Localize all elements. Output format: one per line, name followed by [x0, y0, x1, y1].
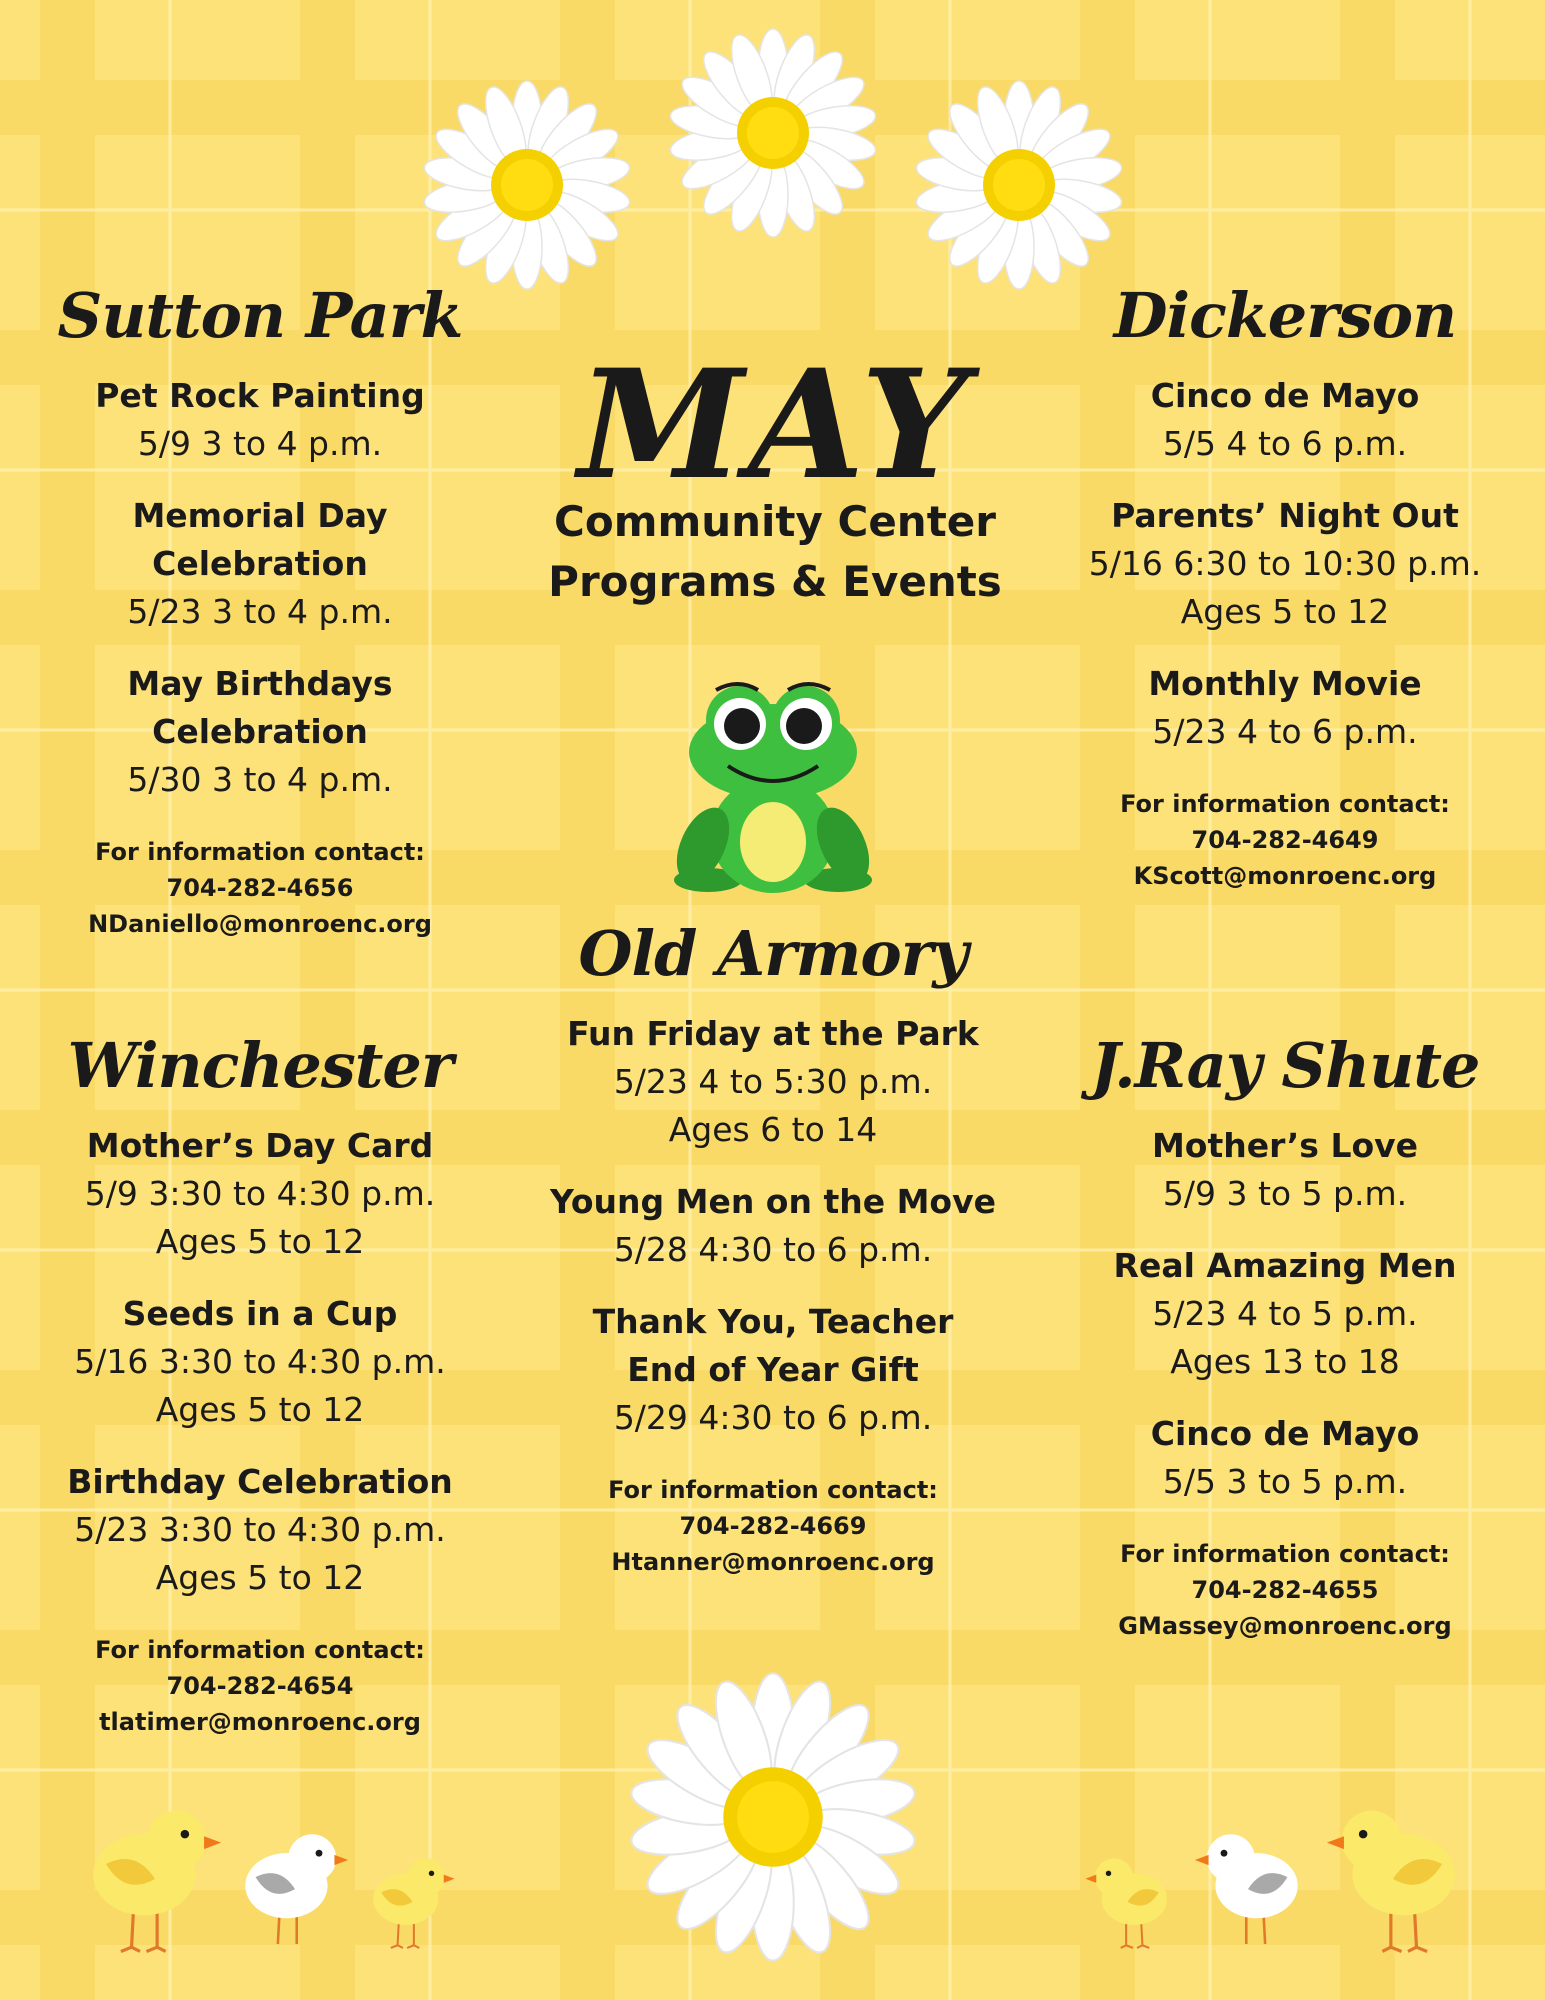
section-winchester [40, 1029, 480, 1740]
event-item [542, 1010, 1004, 1154]
event-datetime: 5/23 3 to 4 p.m. [127, 592, 393, 632]
event-item [1065, 372, 1505, 468]
subtitle-line1: Community Center [554, 497, 996, 546]
event-title: Cinco de Mayo [1150, 376, 1420, 416]
event-item [40, 1290, 480, 1434]
event-title: Seeds in a Cup [122, 1294, 398, 1334]
event-item [1065, 660, 1505, 756]
contact-label: For information contact: [1120, 1540, 1450, 1569]
daisy-icon [914, 80, 1124, 290]
location-name: Winchester [67, 1029, 453, 1102]
event-title: Parents’ Night Out [1111, 496, 1459, 536]
event-title: May Birthdays [127, 664, 393, 704]
event-title: Celebration [152, 712, 368, 752]
event-ages: Ages 5 to 12 [1180, 592, 1390, 632]
event-datetime: 5/23 4 to 5:30 p.m. [613, 1062, 933, 1102]
contact-email[interactable]: GMassey@monroenc.org [1118, 1612, 1452, 1641]
event-datetime: 5/28 4:30 to 6 p.m. [613, 1230, 933, 1270]
event-datetime: 5/9 3:30 to 4:30 p.m. [84, 1174, 436, 1214]
contact-label: For information contact: [95, 1636, 425, 1665]
contact-info [1065, 1536, 1505, 1644]
event-datetime: 5/9 3 to 4 p.m. [137, 424, 383, 464]
contact-phone[interactable]: 704-282-4669 [679, 1512, 867, 1541]
contact-phone[interactable]: 704-282-4655 [1191, 1576, 1379, 1605]
event-item [1065, 492, 1505, 636]
event-title: Real Amazing Men [1113, 1246, 1457, 1286]
contact-info [1065, 786, 1505, 894]
event-datetime: 5/16 3:30 to 4:30 p.m. [74, 1342, 446, 1382]
event-item [1065, 1242, 1505, 1386]
chick-icon [235, 1825, 355, 1955]
event-item [542, 1178, 1004, 1274]
contact-info [40, 834, 480, 942]
event-item [542, 1298, 1004, 1442]
event-datetime: 5/16 6:30 to 10:30 p.m. [1088, 544, 1482, 584]
event-title: Mother’s Day Card [86, 1126, 434, 1166]
event-title: Cinco de Mayo [1150, 1414, 1420, 1454]
event-ages: Ages 5 to 12 [155, 1222, 365, 1262]
contact-phone[interactable]: 704-282-4656 [166, 874, 354, 903]
event-title: Young Men on the Move [549, 1182, 997, 1222]
flyer-header [520, 337, 1030, 612]
frog-icon [668, 670, 878, 900]
event-ages: Ages 13 to 18 [1170, 1342, 1400, 1382]
contact-email[interactable]: Htanner@monroenc.org [611, 1548, 935, 1577]
subtitle-line2: Programs & Events [548, 557, 1002, 606]
event-title: Pet Rock Painting [95, 376, 425, 416]
event-title: Mother’s Love [1151, 1126, 1419, 1166]
daisy-icon [628, 1672, 918, 1962]
event-datetime: 5/5 3 to 5 p.m. [1162, 1462, 1408, 1502]
event-title: Monthly Movie [1148, 664, 1422, 704]
contact-label: For information contact: [95, 838, 425, 867]
event-item [40, 492, 480, 636]
contact-info [542, 1472, 1004, 1580]
event-item [1065, 1410, 1505, 1506]
event-title: End of Year Gift [627, 1350, 919, 1390]
event-item [40, 1458, 480, 1602]
chick-icon [1080, 1850, 1175, 1955]
location-name: J.Ray Shute [1090, 1029, 1480, 1102]
event-datetime: 5/29 4:30 to 6 p.m. [613, 1398, 933, 1438]
event-title: Birthday Celebration [67, 1462, 453, 1502]
event-ages: Ages 6 to 14 [668, 1110, 878, 1150]
event-ages: Ages 5 to 12 [155, 1390, 365, 1430]
event-title: Memorial Day [132, 496, 388, 536]
location-name: Sutton Park [57, 279, 463, 352]
chick-icon [1188, 1825, 1308, 1955]
month-title: MAY [577, 337, 973, 513]
contact-label: For information contact: [608, 1476, 938, 1505]
contact-label: For information contact: [1120, 790, 1450, 819]
chick-icon [1318, 1800, 1468, 1960]
event-title: Celebration [152, 544, 368, 584]
daisy-icon [668, 28, 878, 238]
event-datetime: 5/9 3 to 5 p.m. [1162, 1174, 1408, 1214]
event-datetime: 5/5 4 to 6 p.m. [1162, 424, 1408, 464]
section-sutton-park [40, 279, 480, 942]
event-datetime: 5/23 4 to 5 p.m. [1152, 1294, 1418, 1334]
contact-phone[interactable]: 704-282-4649 [1191, 826, 1379, 855]
contact-email[interactable]: KScott@monroenc.org [1133, 862, 1437, 891]
event-datetime: 5/23 3:30 to 4:30 p.m. [74, 1510, 446, 1550]
event-datetime: 5/23 4 to 6 p.m. [1152, 712, 1418, 752]
contact-info [40, 1632, 480, 1740]
event-title: Fun Friday at the Park [567, 1014, 979, 1054]
contact-email[interactable]: tlatimer@monroenc.org [99, 1708, 421, 1737]
daisy-icon [422, 80, 632, 290]
chick-icon [365, 1850, 460, 1955]
section-dickerson [1065, 279, 1505, 894]
event-datetime: 5/30 3 to 4 p.m. [127, 760, 393, 800]
event-ages: Ages 5 to 12 [155, 1558, 365, 1598]
section-jray-shute [1065, 1029, 1505, 1644]
event-item [40, 660, 480, 804]
contact-phone[interactable]: 704-282-4654 [166, 1672, 354, 1701]
section-old-armory [542, 917, 1004, 1580]
location-name: Dickerson [1113, 279, 1457, 352]
chick-icon [80, 1800, 230, 1960]
contact-email[interactable]: NDaniello@monroenc.org [88, 910, 432, 939]
event-item [40, 1122, 480, 1266]
event-item [40, 372, 480, 468]
event-item [1065, 1122, 1505, 1218]
location-name: Old Armory [578, 917, 968, 990]
event-title: Thank You, Teacher [592, 1302, 954, 1342]
